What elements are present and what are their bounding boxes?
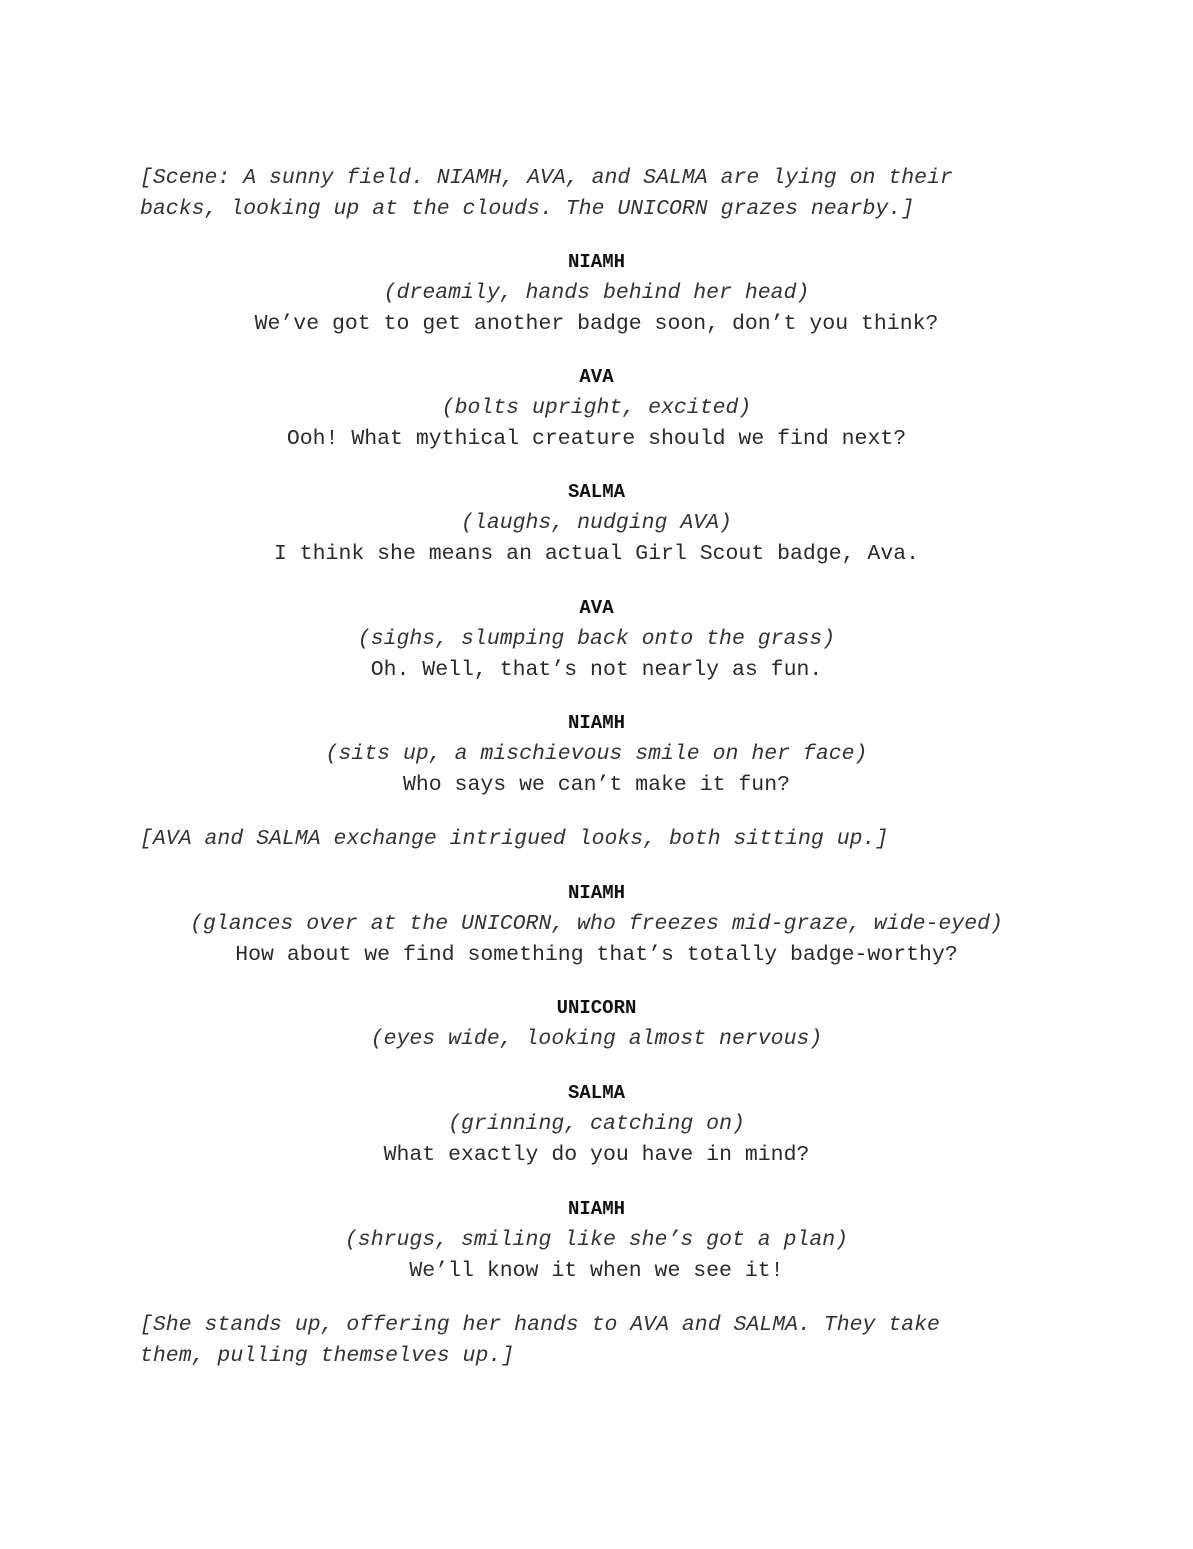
character-name: SALMA <box>567 1082 625 1104</box>
dialogue: I think she means an actual Girl Scout badge, Ava. <box>273 542 920 566</box>
character-name: NIAMH <box>567 882 625 904</box>
character-name: NIAMH <box>567 712 625 734</box>
scene-action-line: backs, looking up at the clouds. The UNICORN grazes nearby.] <box>140 197 915 221</box>
parenthetical: (glances over at the UNICORN, who freezes mid-graze, wide-eyed) <box>190 912 1003 936</box>
dialogue: Oh. Well, that’s not nearly as fun. <box>370 658 823 682</box>
character-name: UNICORN <box>556 997 637 1019</box>
scene-action-line: them, pulling themselves up.] <box>140 1344 515 1368</box>
parenthetical: (laughs, nudging AVA) <box>461 511 732 535</box>
character-name: AVA <box>579 597 614 619</box>
character-name: NIAMH <box>567 251 625 273</box>
character-name: AVA <box>579 366 614 388</box>
parenthetical: (bolts upright, excited) <box>441 396 752 420</box>
dialogue: Who says we can’t make it fun? <box>402 773 791 797</box>
scene-action-line: [She stands up, offering her hands to AVA and SALMA. They take <box>140 1313 940 1337</box>
parenthetical: (grinning, catching on) <box>448 1112 745 1136</box>
character-name: NIAMH <box>567 1198 625 1220</box>
character-name: SALMA <box>567 481 625 503</box>
scene-action-line: [Scene: A sunny field. NIAMH, AVA, and SALMA are lying on their <box>140 166 953 190</box>
dialogue: We’ll know it when we see it! <box>409 1259 784 1283</box>
parenthetical: (eyes wide, looking almost nervous) <box>370 1027 823 1051</box>
scene-action-line: [AVA and SALMA exchange intrigued looks, both sitting up.] <box>140 827 889 851</box>
parenthetical: (sits up, a mischievous smile on her face) <box>325 742 868 766</box>
parenthetical: (sighs, slumping back onto the grass) <box>357 627 836 651</box>
parenthetical: (shrugs, smiling like she’s got a plan) <box>344 1228 849 1252</box>
parenthetical: (dreamily, hands behind her head) <box>383 281 810 305</box>
dialogue: How about we find something that’s totally badge-worthy? <box>235 943 958 967</box>
dialogue: We’ve got to get another badge soon, don’t you think? <box>254 312 939 336</box>
dialogue: What exactly do you have in mind? <box>383 1143 810 1167</box>
dialogue: Ooh! What mythical creature should we find next? <box>286 427 907 451</box>
